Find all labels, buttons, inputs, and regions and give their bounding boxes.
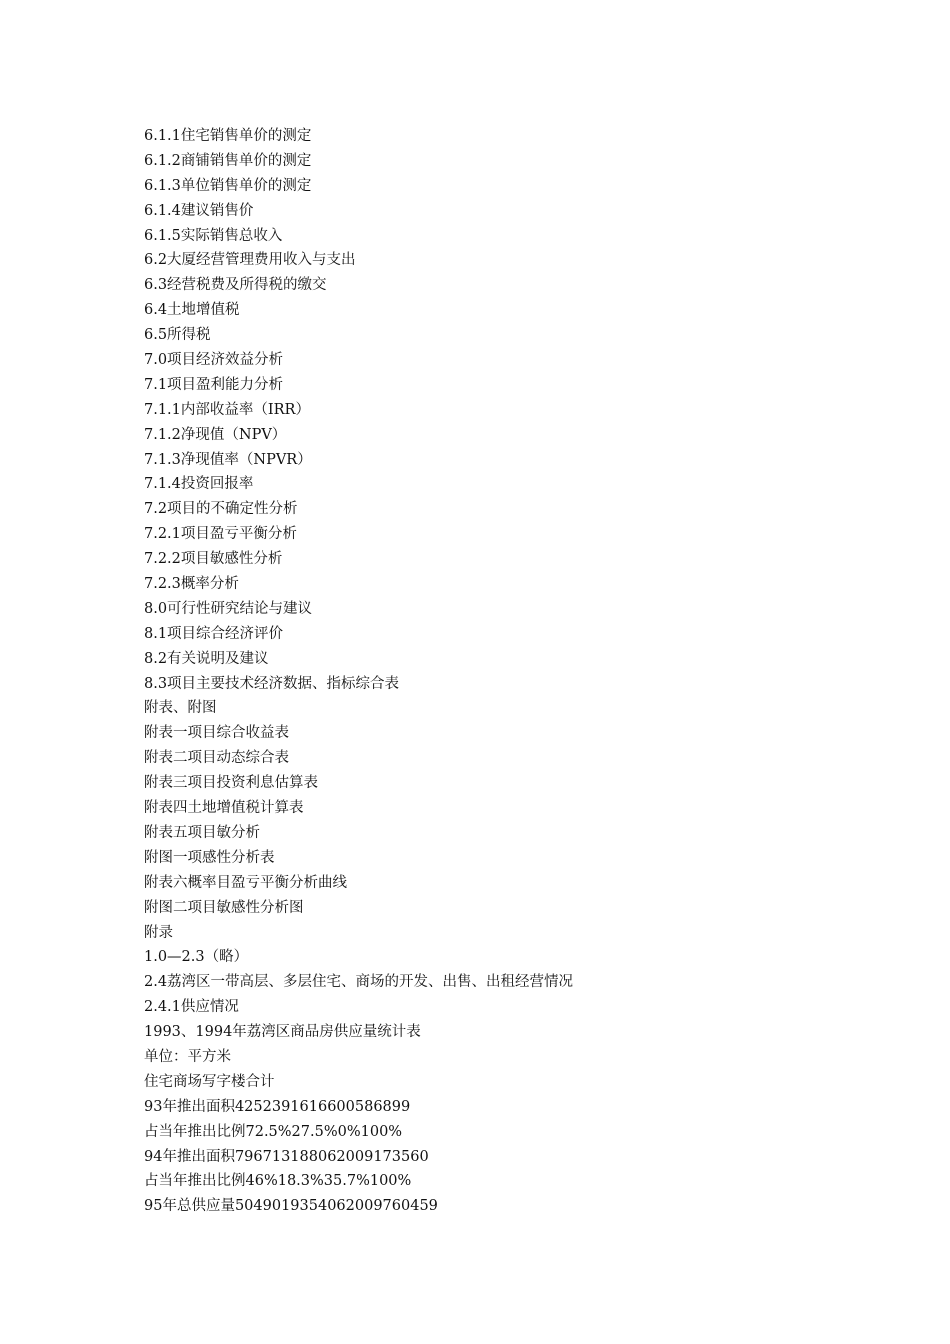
toc-line: 附图二项目敏感性分析图	[144, 899, 304, 916]
toc-line: 6.1.3单位销售单价的测定	[144, 177, 312, 194]
toc-line: 附表二项目动态综合表	[144, 750, 289, 767]
toc-line: 94年推出面积796713188062009173560	[144, 1148, 429, 1165]
toc-line: 95年总供应量504901935406200976045​9	[144, 1198, 438, 1215]
toc-line: 2.4荔湾区一带高层、多层住宅、商场的开发、出售、出租经营情况	[144, 974, 574, 991]
toc-line: 1.0—2.3（略）	[144, 949, 249, 966]
toc-line: 6.1.2商铺销售单价的测定	[144, 152, 312, 169]
toc-line: 6.1.1住宅销售单价的测定	[144, 128, 312, 144]
toc-line: 附表、附图	[144, 700, 217, 717]
toc-line: 8.0可行性研究结论与建议	[144, 600, 313, 617]
toc-line: 6.1.5实际销售总收入	[144, 227, 283, 244]
toc-line: 2.4.1供应情况	[144, 999, 239, 1016]
toc-line: 6.4土地增值税	[144, 302, 240, 319]
toc-line: 6.5所得税	[144, 327, 211, 344]
toc-line: 占当年推出比例46%18.3%35.7%100%	[144, 1173, 412, 1190]
toc-line: 7.2项目的不确定性分析	[144, 501, 298, 518]
toc-line: 8.2有关说明及建议	[144, 650, 269, 667]
toc-line: 住宅商场写字楼合计	[144, 1073, 275, 1090]
toc-line: 7.2.1项目盈亏平衡分析	[144, 526, 297, 543]
toc-line: 7.2.3概率分析	[144, 576, 239, 593]
toc-line: 7.1项目盈利能力分析	[144, 376, 284, 393]
table-of-contents	[144, 124, 924, 1219]
toc-line: 7.2.2项目敏感性分析	[144, 551, 283, 568]
toc-line: 8.3项目主要技术经济数据、指标综合表	[144, 675, 400, 692]
toc-line: 附表一项目综合收益表	[144, 725, 289, 742]
toc-line: 7.1.4投资回报率	[144, 476, 254, 493]
toc-line: 附表六概率目盈亏平衡分析曲线	[144, 874, 347, 891]
toc-line: 占当年推出比例72.5%27.5%0%100%	[144, 1123, 403, 1140]
toc-line: 附表五项目敏分析	[144, 824, 260, 841]
toc-line: 6.3经营税费及所得税的缴交	[144, 277, 327, 294]
toc-line: 附表四土地增值税计算表	[144, 800, 304, 817]
toc-line: 附录	[144, 924, 173, 941]
toc-line: 1993、1994年荔湾区商品房供应量统计表	[144, 1024, 421, 1041]
toc-line: 附图一项感性分析表	[144, 849, 275, 866]
toc-line: 7.1.1内部收益率（IRR）	[144, 401, 310, 418]
toc-line: 6.1.4建议销售价	[144, 202, 254, 219]
toc-line: 附表三项目投资利息估算表	[144, 775, 318, 792]
toc-line: 7.1.2净现值（NPV）	[144, 426, 287, 443]
toc-line: 6.2大厦经营管理费用收入与支出	[144, 252, 356, 269]
toc-line: 7.1.3净现值率（NPVR）	[144, 451, 312, 468]
toc-line: 7.0项目经济效益分析	[144, 352, 284, 369]
toc-line: 93年推出面积4252391616600586899	[144, 1098, 411, 1115]
toc-line: 8.1项目综合经济评价	[144, 625, 284, 642]
toc-line: 单位：平方米	[144, 1048, 231, 1065]
